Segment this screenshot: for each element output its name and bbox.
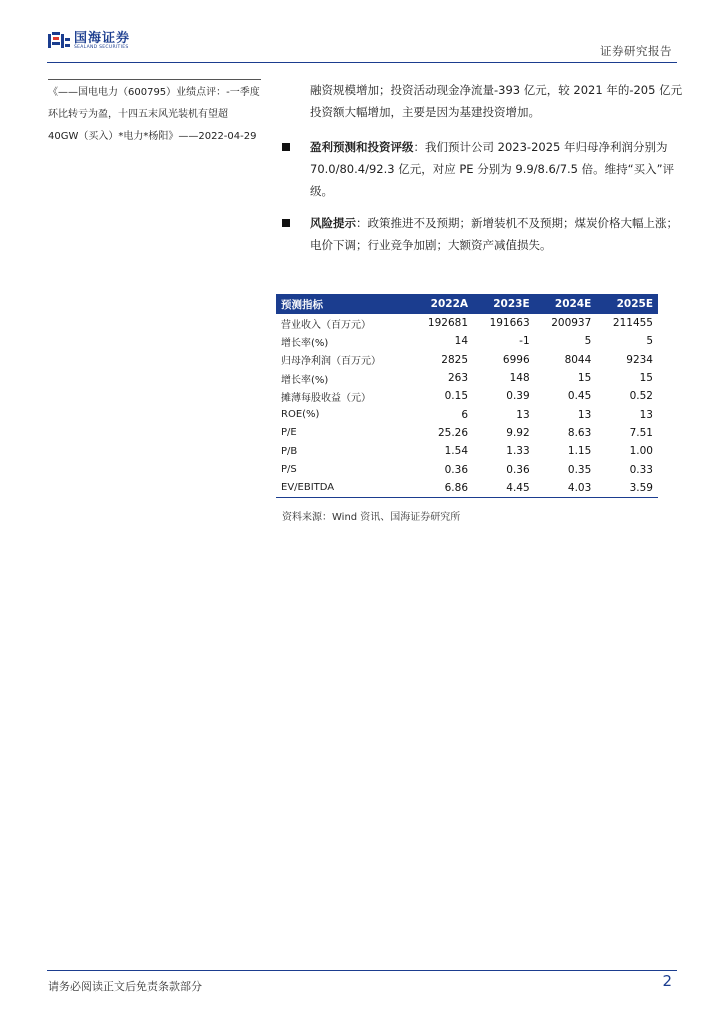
row-label: ROE(%) xyxy=(281,409,320,421)
header-divider xyxy=(47,62,677,63)
table-cell: 15 xyxy=(577,372,592,385)
table-cell: 6.86 xyxy=(411,479,473,498)
logo-chinese-name: 国海证券 xyxy=(74,31,131,46)
table-cell: 1.00 xyxy=(629,445,653,458)
row-label: P/E xyxy=(281,427,297,439)
risk-warning-section xyxy=(282,212,686,256)
column-header: 2024E xyxy=(535,294,597,314)
table-row xyxy=(276,442,658,460)
sealand-logo-icon xyxy=(48,32,70,50)
table-row xyxy=(276,424,658,442)
profit-forecast-label: 盈利预测和投资评级 xyxy=(310,140,414,154)
column-header: 预测指标 xyxy=(276,294,411,314)
table-row xyxy=(276,314,658,332)
bullet-square-icon xyxy=(282,143,290,151)
table-cell: 14 xyxy=(454,335,469,348)
row-label: 摊薄每股收益（元） xyxy=(281,392,371,404)
table-cell: 0.15 xyxy=(444,390,469,403)
table-row xyxy=(276,351,658,369)
table-source-note: 资料来源：Wind 资讯、国海证券研究所 xyxy=(282,512,461,523)
table-cell: 3.59 xyxy=(596,479,658,498)
table-row xyxy=(276,479,658,498)
row-label: 归母净利润（百万元） xyxy=(281,356,381,368)
table-cell: 263 xyxy=(447,372,469,385)
table-cell: 191663 xyxy=(489,317,530,330)
table-cell: 25.26 xyxy=(437,426,469,439)
table-row xyxy=(276,369,658,387)
row-label: 增长率(%) xyxy=(281,337,329,349)
cashflow-paragraph: 融资规模增加；投资活动现金净流量-393 亿元，较 2021 年的-205 亿元投资额大幅增加，主要是因为基建投资增加。 xyxy=(310,83,683,119)
row-label: P/B xyxy=(281,445,298,457)
table-cell: 0.39 xyxy=(506,390,530,403)
table-cell: 1.54 xyxy=(444,445,469,458)
table-cell: 0.52 xyxy=(629,390,653,403)
table-cell: 0.35 xyxy=(567,463,592,476)
table-cell: 4.03 xyxy=(535,479,597,498)
risk-warning-label: 风险提示 xyxy=(310,216,356,230)
table-cell: 9234 xyxy=(626,353,653,366)
column-header: 2023E xyxy=(473,294,535,314)
table-cell: 1.15 xyxy=(567,445,592,458)
table-cell: 9.92 xyxy=(506,426,530,439)
table-cell: 0.36 xyxy=(444,463,469,476)
table-cell: -1 xyxy=(519,335,530,348)
table-cell: 211455 xyxy=(612,317,653,330)
table-cell: 13 xyxy=(639,408,653,421)
footer-disclaimer: 请务必阅读正文后免责条款部分 xyxy=(48,980,202,993)
bullet-square-icon xyxy=(282,219,290,227)
profit-forecast-section xyxy=(282,136,686,202)
table-cell: 13 xyxy=(577,408,592,421)
related-report-link[interactable]: 《——国电电力（600795）业绩点评：-一季度环比转亏为盈，十四五末风光装机有望超 40GW（买入）*电力*杨阳》——2022-04-29 xyxy=(48,87,260,142)
table-row xyxy=(276,460,658,478)
table-cell: 6 xyxy=(461,408,469,421)
row-label: 营业收入（百万元） xyxy=(281,319,371,331)
table-cell: 15 xyxy=(639,372,653,385)
column-header: 2022A xyxy=(411,294,473,314)
table-cell: 192681 xyxy=(427,317,469,330)
column-header: 2025E xyxy=(596,294,658,314)
table-cell: 4.45 xyxy=(473,479,535,498)
table-cell: 5 xyxy=(646,335,653,348)
table-cell: 8.63 xyxy=(567,426,592,439)
table-cell: 2825 xyxy=(441,353,469,366)
table-cell: 5 xyxy=(584,335,592,348)
document-type-label: 证券研究报告 xyxy=(600,44,672,58)
table-cell: 7.51 xyxy=(629,426,653,439)
table-cell: 6996 xyxy=(502,353,530,366)
table-cell: 200937 xyxy=(551,317,592,330)
company-logo xyxy=(48,32,130,51)
table-cell: 148 xyxy=(509,372,530,385)
row-label: EV/EBITDA xyxy=(276,479,411,498)
table-row xyxy=(276,332,658,350)
table-cell: 8044 xyxy=(564,353,592,366)
row-label: P/S xyxy=(281,464,297,476)
profit-forecast-text: ：我们预计公司 2023-2025 年归母净利润分别为 70.0/80.4/92.3 亿元，对应 PE 分别为 9.9/8.6/7.5 倍。维持“买入”评级。 xyxy=(310,140,675,198)
page-number: 2 xyxy=(662,972,672,990)
table-cell: 0.45 xyxy=(567,390,592,403)
row-label: 增长率(%) xyxy=(281,374,329,386)
table-header-row xyxy=(276,294,658,314)
table-cell: 0.36 xyxy=(506,463,530,476)
related-report-divider xyxy=(48,79,261,80)
table-row xyxy=(276,405,658,423)
table-cell: 13 xyxy=(516,408,530,421)
table-cell: 1.33 xyxy=(506,445,530,458)
risk-warning-text: ：政策推进不及预期；新增装机不及预期；煤炭价格大幅上涨；电价下调；行业竞争加剧；大额资产减值损失。 xyxy=(310,216,678,252)
forecast-table xyxy=(276,294,658,498)
footer-divider xyxy=(47,970,677,971)
table-cell: 0.33 xyxy=(629,463,653,476)
table-row xyxy=(276,387,658,405)
logo-english-name: SEALAND SECURITIES xyxy=(74,45,129,50)
